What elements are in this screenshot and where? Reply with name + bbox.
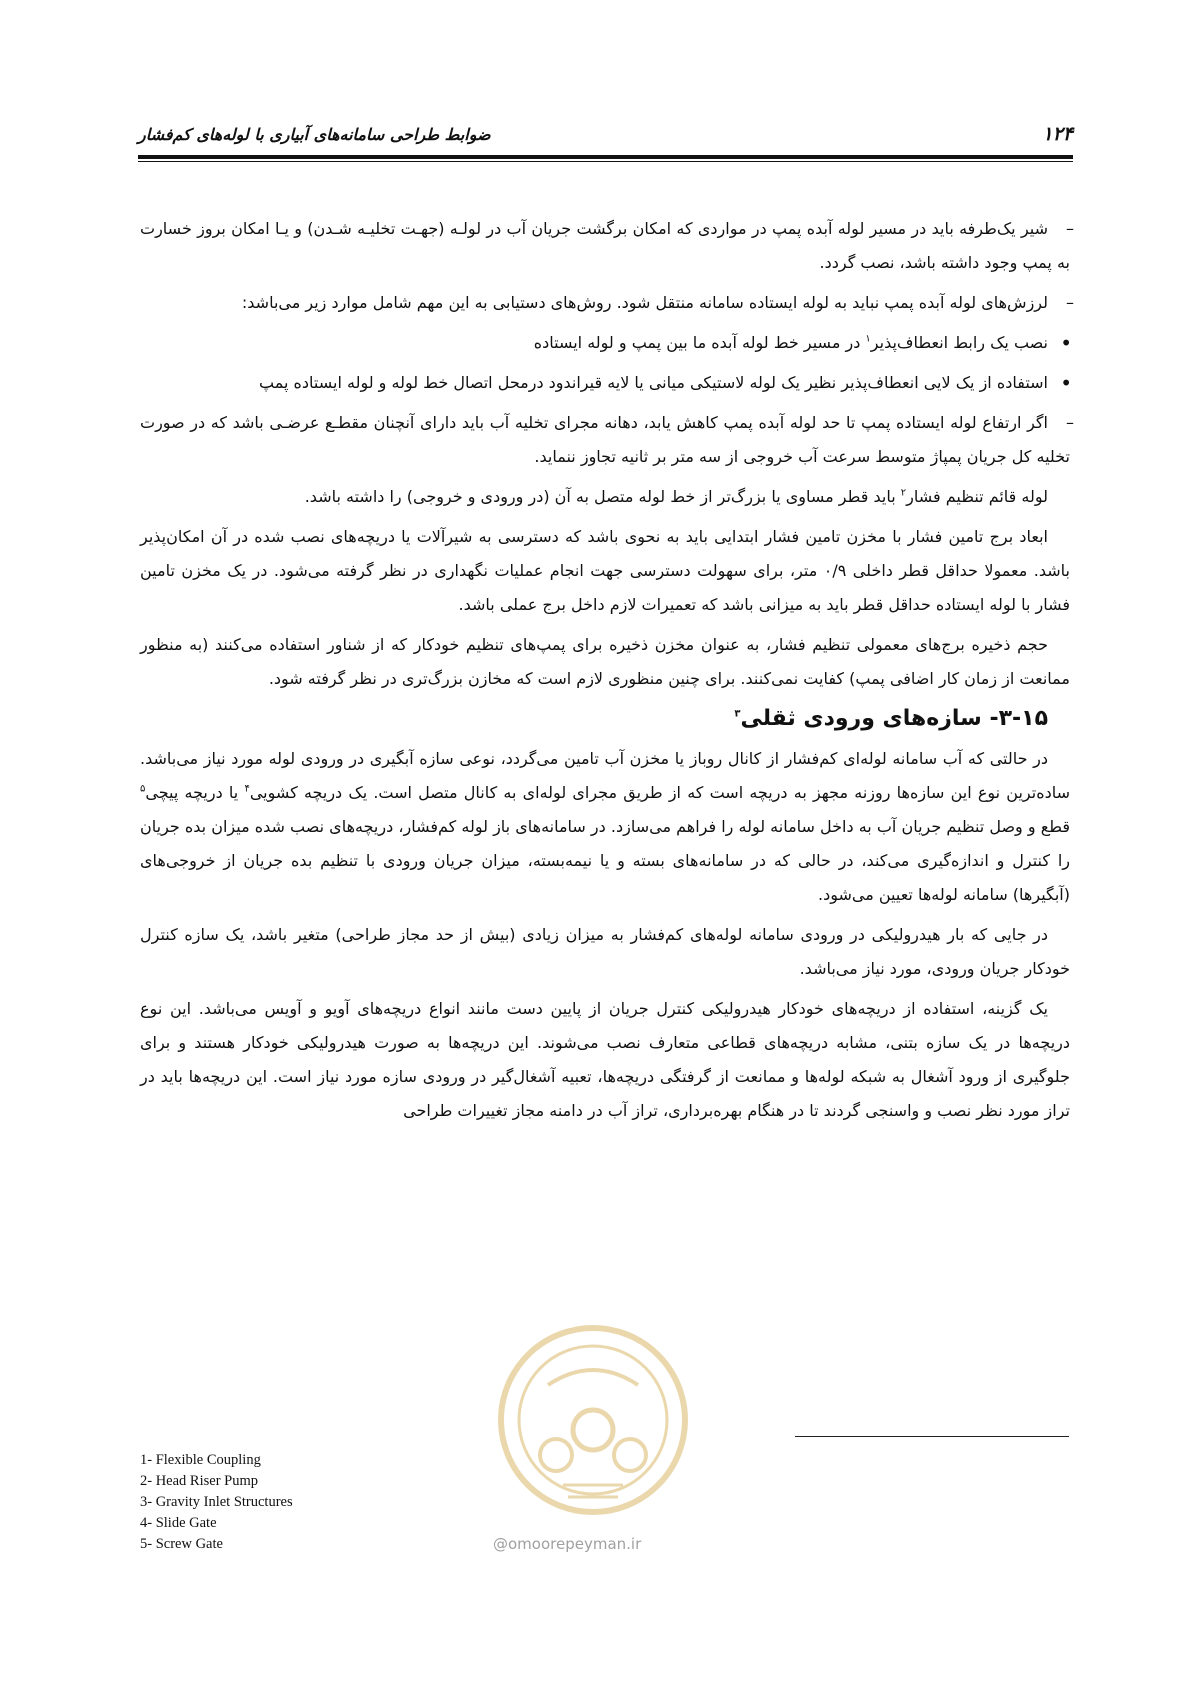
footnote: 3- Gravity Inlet Structures: [140, 1494, 293, 1510]
body-text: [140, 212, 1070, 1134]
paragraph: [140, 480, 1070, 514]
bullet-item: [140, 366, 1070, 400]
running-title: ضوابط طراحی سامانه‌های آبیاری با لوله‌های کم‌فشار: [138, 124, 491, 144]
paragraph-text: یا دریچه پیچی: [145, 783, 245, 802]
footnote-ref: ۱: [865, 333, 871, 345]
paragraph-text: لوله قائم تنظیم فشار: [906, 487, 1048, 506]
dash-item: – اگر ارتفاع لوله ایستاده پمپ تا حد لوله آبده پمپ کاهش یابد، دهانه مجرای تخلیه آب باید دارای آنچنان مقطـع عرضـی باشد که در صورت تخلیه کل جریان پمپاژ متوسط سرعت آب خروجی از سه متر بر ثانیه تجاوز ننماید.: [140, 406, 1070, 474]
paragraph: [140, 742, 1070, 912]
header-rule-thick: [138, 155, 1073, 159]
paragraph-text: در حالتی که آب سامانه لوله‌ای کم‌فشار از کانال روباز یا مخزن آب تامین می‌گردد، نوعی سازه آبگیری در ورودی لوله مورد نیاز می‌باشد. ساده‌ترین نوع این سازه‌ها روزنه مجهز به دریچه است که از طریق مجرای لوله‌ای به کانال متصل است. یک دریچه کشویی: [140, 749, 1071, 802]
page-header: [138, 118, 1073, 150]
page-number: ۱۲۴: [1042, 123, 1073, 145]
footnote-ref: ۲: [900, 487, 907, 499]
footnote: 1- Flexible Coupling: [140, 1452, 261, 1468]
bullet-text: استفاده از یک لایی انعطاف‌پذیر نظیر یک لوله لاستیکی میانی یا لایه قیراندود درمحل اتصال خط لوله و لوله ایستاده پمپ: [259, 373, 1048, 392]
footnote-ref: ۴: [244, 783, 250, 795]
section-heading: [140, 702, 1070, 736]
footnote-ref: ۵: [140, 783, 146, 795]
footnote-separator: [795, 1436, 1069, 1437]
footnote: 5- Screw Gate: [140, 1536, 223, 1552]
bullet-text: نصب یک رابط انعطاف‌پذیر: [870, 333, 1048, 352]
dash-item: – لرزش‌های لوله آبده پمپ نباید به لوله ایستاده سامانه منتقل شود. روش‌های دستیابی به این مهم شامل موارد زیر می‌باشد:: [140, 286, 1070, 320]
watermark-seal-icon: [488, 1315, 698, 1565]
paragraph: ابعاد برج تامین فشار با مخزن تامین فشار ابتدایی باید به نحوی باشد که دسترسی به شیرآلات یا دریچه‌های نصب شده در آن امکان‌پذیر باشد. معمولا حداقل قطر داخلی ۰/۹ متر، برای سهولت دسترسی جهت انجام عملیات نگهداری در نظر گرفته می‌شود. در یک مخزن تامین فشار با لوله ایستاده حداقل قطر باید به میزانی باشد که تعمیرات لازم داخل برج عملی باشد.: [140, 527, 1070, 614]
section-heading-text: ۳-۱۵- سازه‌های ورودی ثقلی: [740, 706, 1048, 731]
footnote: 2- Head Riser Pump: [140, 1473, 258, 1489]
paragraph: یک گزینه، استفاده از دریچه‌های خودکار هیدرولیکی کنترل جریان از پایین دست مانند انواع دریچه‌های آویو و آویس می‌باشد. این نوع دریچه‌ها در یک سازه بتنی، مشابه دریچه‌های قطاعی متعارف نصب می‌شوند. این دریچه‌ها به صورت هیدرولیکی خودکار هستند و برای جلوگیری از ورود آشغال به شبکه لوله‌ها و ممانعت از گرفتگی دریچه‌ها، تعبیه آشغال‌گیر در ورودی سازه مورد نیاز است. این دریچه‌ها باید در تراز مورد نظر نصب و واسنجی گردند تا در هنگام بهره‌برداری، تراز آب در دامنه مجاز تغییرات طراحی: [140, 999, 1070, 1120]
paragraph: در جایی که بار هیدرولیکی در ورودی سامانه لوله‌های کم‌فشار به میزان زیادی (بیش از حد مجاز طراحی) متغیر باشد، یک سازه کنترل خودکار جریان ورودی، مورد نیاز می‌باشد.: [140, 925, 1070, 978]
footnote: 4- Slide Gate: [140, 1515, 217, 1531]
paragraph-text: باید قطر مساوی یا بزرگ‌تر از خط لوله متصل به آن (در ورودی و خروجی) را داشته باشد.: [304, 487, 901, 506]
paragraph-text: قطع و وصل تنظیم جریان آب به داخل سامانه لوله را فراهم می‌سازد. در سامانه‌های باز لوله کم‌فشار، دریچه‌های نصب شده میزان بده جریان را کنترل و اندازه‌گیری می‌کند، در حالی که در سامانه‌های بسته و یا نیمه‌بسته، میزان جریان ورودی با تنظیم بده جریان از خروجی‌های (آبگیرها) سامانه لوله‌ها تعیین می‌شود.: [140, 817, 1070, 904]
footnotes: [140, 1450, 293, 1555]
bullet-text: در مسیر خط لوله آبده ما بین پمپ و لوله ایستاده: [533, 333, 866, 352]
dash-item: – شیر یک‌طرفه باید در مسیر لوله آبده پمپ در مواردی که امکان برگشت جریان آب در لولـه (جهـت تخلیـه شـدن) و یـا امکان بروز خسارت به پمپ وجود داشته باشد، نصب گردد.: [140, 212, 1070, 280]
watermark-text: @omoorepeyman.ir: [493, 1535, 642, 1553]
paragraph: حجم ذخیره برج‌های معمولی تنظیم فشار، به عنوان مخزن ذخیره برای پمپ‌های تنظیم خودکار که از شناور استفاده می‌کنند (به منظور ممانعت از زمان کار اضافی پمپ) کفایت نمی‌کنند. برای چنین منظوری لازم است که مخازن بزرگ‌تری در نظر گرفته شود.: [140, 635, 1070, 688]
footnote-ref: ۳: [734, 708, 741, 720]
bullet-item: [140, 326, 1070, 360]
header-rule-thin: [138, 161, 1073, 162]
